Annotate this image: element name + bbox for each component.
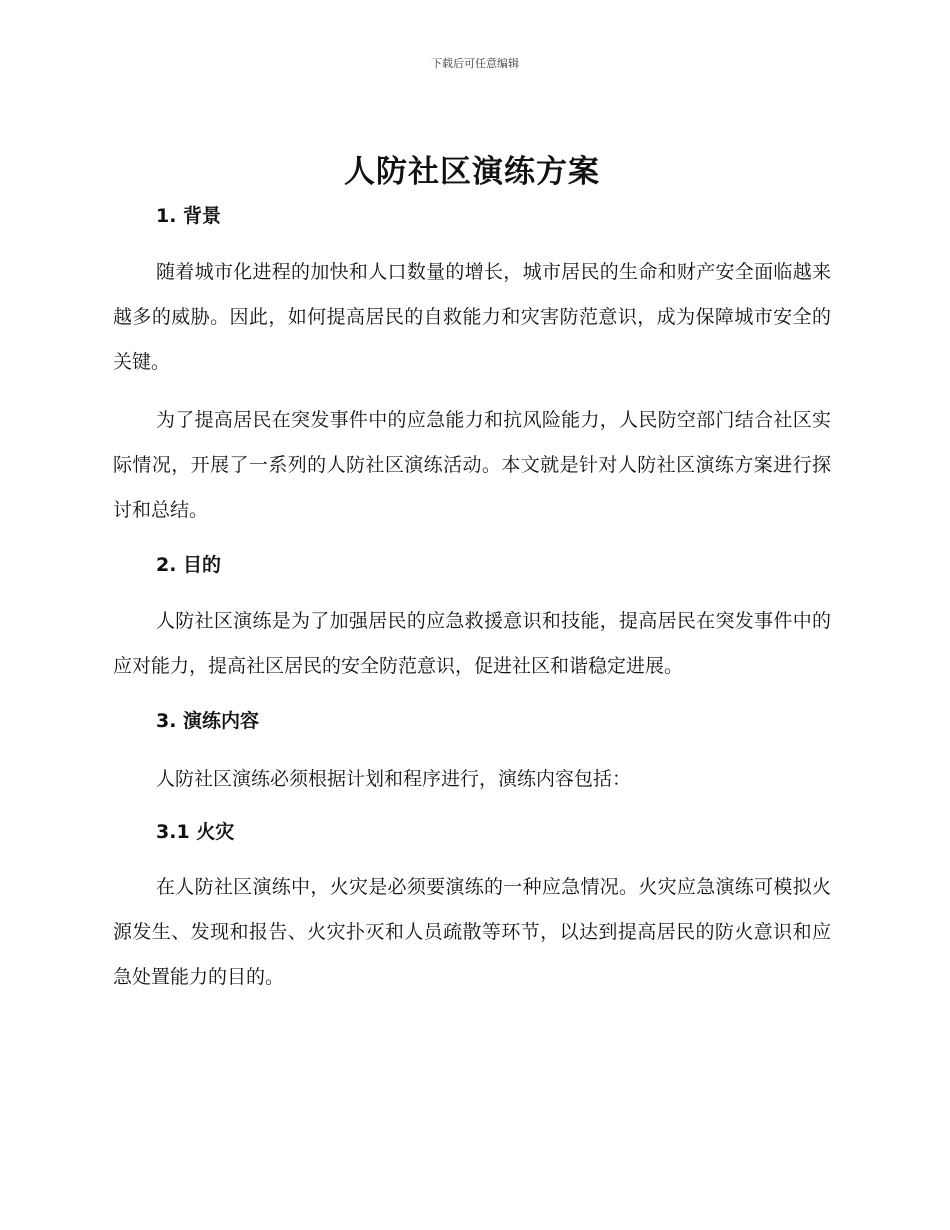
paragraph: 随着城市化进程的加快和人口数量的增长，城市居民的生命和财产安全面临越来越多的威胁。因此，如何提高居民的自救能力和灾害防范意识，成为保障城市安全的关键。 <box>113 261 831 373</box>
section-heading-background: 1. 背景 <box>156 205 222 227</box>
document-title: 人防社区演练方案 <box>344 154 600 190</box>
paragraph: 人防社区演练必须根据计划和程序进行，演练内容包括： <box>156 768 632 790</box>
paragraph: 人防社区演练是为了加强居民的应急救援意识和技能，提高居民在突发事件中的应对能力，提高社区居民的安全防范意识，促进社区和谐稳定进展。 <box>113 610 831 677</box>
paragraph: 在人防社区演练中，火灾是必须要演练的一种应急情况。火灾应急演练可模拟火源发生、发现和报告、火灾扑灭和人员疏散等环节，以达到提高居民的防火意识和应急处置能力的目的。 <box>113 876 831 988</box>
header-note: 下载后可任意编辑 <box>431 57 519 70</box>
section-heading-fire: 3.1 火灾 <box>156 821 235 843</box>
document-body <box>113 150 831 1000</box>
section-heading-drill-content: 3. 演练内容 <box>156 710 260 732</box>
paragraph: 为了提高居民在突发事件中的应急能力和抗风险能力，人民防空部门结合社区实际情况，开展了一系列的人防社区演练活动。本文就是针对人防社区演练方案进行探讨和总结。 <box>113 409 831 521</box>
section-heading-purpose: 2. 目的 <box>156 554 222 576</box>
